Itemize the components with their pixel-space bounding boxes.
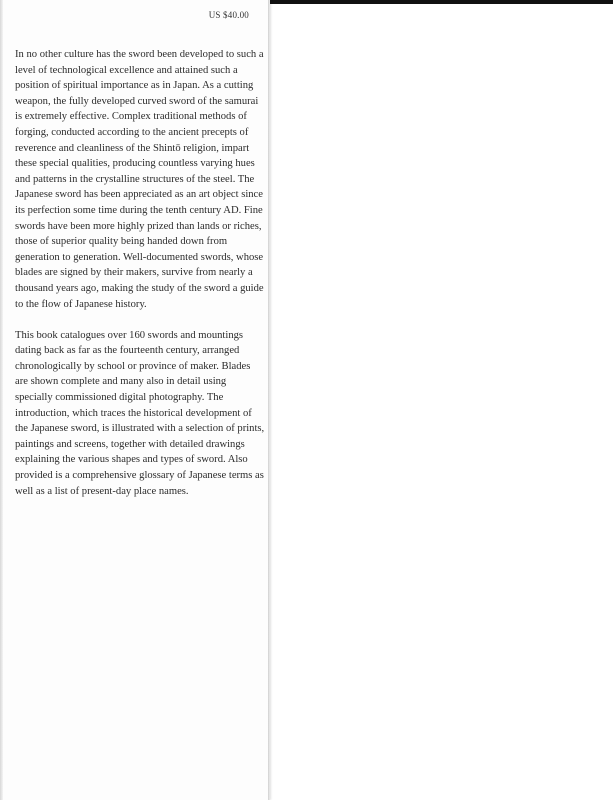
fold-line — [268, 0, 270, 800]
flap-blurb — [15, 47, 265, 515]
top-dark-edge — [268, 0, 613, 4]
blurb-paragraph-1: In no other culture has the sword been developed to such a level of technological excellence and attained such a position of spiritual importance as in Japan. As a cutting weapon, the fully developed curved sword of the samurai is extremely effective. Complex traditional methods of forging, conducted according to the ancient precepts of reverence and cleanliness of the Shintō religion, impart these special qualities, producing countless varying hues and patterns in the crystalline structures of the steel. The Japanese sword has been appreciated as an art object since its perfection some time during the tenth century AD. Fine swords have been more highly prized than lands or riches, those of superior quality being handed down from generation to generation. Well-documented swords, whose blades are signed by their makers, survive from nearly a thousand years ago, making the study of the sword a guide to the flow of Japanese history. — [15, 49, 264, 310]
jacket-flap — [0, 0, 270, 800]
flap-edge-shadow — [0, 0, 3, 800]
price-label: US $40.00 — [208, 10, 249, 20]
blank-page — [270, 4, 613, 800]
blurb-paragraph-2: This book catalogues over 160 swords and mountings dating back as far as the fourteenth century, arranged chronologically by school or province of maker. Blades are shown complete and many also in detail using specially commissioned digital photography. The introduction, which traces the historical development of the Japanese sword, is illustrated with a selection of prints, paintings and screens, together with detailed drawings explaining the various shapes and types of sword. Also provided is a comprehensive glossary of Japanese terms as well as a list of present-day place names. — [15, 329, 265, 497]
